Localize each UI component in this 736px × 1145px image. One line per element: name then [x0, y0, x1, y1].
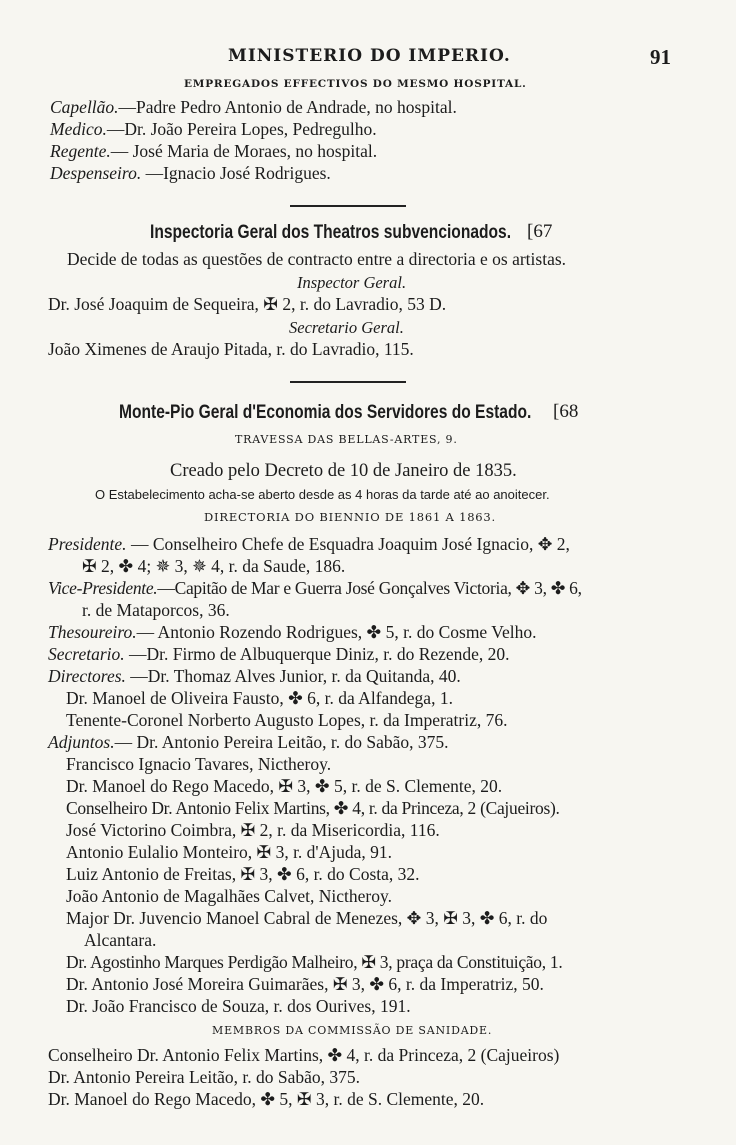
secretario-label: Secretario Geral.	[289, 318, 404, 337]
entry-text: r. de Mataporcos, 36.	[82, 600, 230, 620]
entry-text: Dr. Manoel de Oliveira Fausto, ✤ 6, r. da Alfandega, 1.	[66, 688, 453, 708]
role-label: Vice-Presidente.	[48, 578, 158, 598]
hospital-line	[50, 99, 457, 117]
hospital-line	[50, 121, 377, 139]
commissao-line: Conselheiro Dr. Antonio Felix Martins, ✤ 4, r. da Princeza, 2 (Cajueiros)	[48, 1045, 560, 1065]
directoria-line	[66, 756, 331, 774]
hospital-line	[50, 165, 331, 183]
theatros-title: Inspectoria Geral dos Theatros subvencionados.	[150, 222, 512, 243]
entry-text: Luiz Antonio de Freitas, ✠ 3, ✤ 6, r. do Costa, 32.	[66, 864, 420, 884]
montepio-hours: O Estabelecimento acha-se aberto desde as 4 horas da tarde até ao anoitecer.	[95, 487, 550, 502]
entry-text: Dr. Manoel do Rego Macedo, ✠ 3, ✤ 5, r. de S. Clemente, 20.	[66, 776, 503, 796]
entry-text: Francisco Ignacio Tavares, Nictheroy.	[66, 754, 332, 774]
directoria-line	[82, 558, 345, 576]
directoria-line	[66, 866, 420, 884]
entry-text: João Antonio de Magalhães Calvet, Nictheroy.	[66, 886, 392, 906]
montepio-address: TRAVESSA DAS BELLAS-ARTES, 9.	[235, 433, 458, 446]
secretario-entry: João Ximenes de Araujo Pitada, r. do Lavradio, 115.	[48, 339, 414, 359]
section-divider	[290, 205, 406, 207]
directoria-line	[48, 646, 510, 664]
directoria-line	[48, 580, 582, 598]
hospital-line	[50, 143, 377, 161]
running-head-title: MINISTERIO DO IMPERIO.	[228, 46, 511, 66]
section-divider	[290, 381, 406, 383]
role-label: Despenseiro.	[50, 163, 142, 183]
theatros-description: Decide de todas as questões de contracto entre a directoria e os artistas.	[67, 249, 567, 269]
montepio-ref: [68	[553, 401, 579, 422]
entry-text: — José Maria de Moraes, no hospital.	[110, 141, 378, 161]
entry-text: Tenente-Coronel Norberto Augusto Lopes, r. da Imperatriz, 76.	[66, 710, 508, 730]
commissao-heading: MEMBROS DA COMMISSÃO DE SANIDADE.	[212, 1024, 493, 1037]
entry-text: —Capitão de Mar e Guerra José Gonçalves Victoria, ✥ 3, ✤ 6,	[157, 578, 582, 598]
directoria-line	[66, 690, 453, 708]
entry-text: —Dr. Firmo de Albuquerque Diniz, r. do Rezende, 20.	[124, 644, 510, 664]
page-number: 91	[650, 45, 671, 69]
entry-text: Conselheiro Dr. Antonio Felix Martins, ✤ 4, r. da Princeza, 2 (Cajueiros).	[66, 798, 560, 818]
role-label: Presidente.	[48, 534, 127, 554]
entry-text: —Ignacio José Rodrigues.	[141, 163, 331, 183]
role-label: Thesoureiro.	[48, 622, 137, 642]
directoria-line	[82, 602, 230, 620]
entry-text: José Victorino Coimbra, ✠ 2, r. da Misericordia, 116.	[66, 820, 440, 840]
entry-text: — Antonio Rozendo Rodrigues, ✤ 5, r. do Cosme Velho.	[136, 622, 537, 642]
entry-text: Major Dr. Juvencio Manoel Cabral de Menezes, ✥ 3, ✠ 3, ✤ 6, r. do	[66, 908, 548, 928]
role-label: Directores.	[48, 666, 126, 686]
directoria-line	[48, 668, 461, 686]
directoria-line	[66, 800, 560, 818]
directoria-line	[48, 734, 449, 752]
entry-text: — Dr. Antonio Pereira Leitão, r. do Sabão, 375.	[114, 732, 449, 752]
entry-text: Dr. Agostinho Marques Perdigão Malheiro, ✠ 3, praça da Constituição, 1.	[66, 952, 563, 972]
role-label: Medico.	[50, 119, 107, 139]
montepio-created: Creado pelo Decreto de 10 de Janeiro de 1835.	[170, 461, 517, 481]
directoria-line	[66, 910, 547, 928]
entry-text: —Dr. Thomaz Alves Junior, r. da Quitanda, 40.	[125, 666, 461, 686]
entry-text: —Padre Pedro Antonio de Andrade, no hospital.	[118, 97, 457, 117]
theatros-ref: [67	[527, 221, 553, 242]
directoria-line	[66, 712, 508, 730]
directoria-line	[66, 778, 502, 796]
montepio-title-line	[119, 403, 622, 422]
directoria-line	[66, 998, 411, 1016]
directoria-line	[66, 844, 392, 862]
entry-text: Antonio Eulalio Monteiro, ✠ 3, r. d'Ajuda, 91.	[66, 842, 392, 862]
role-label: Regente.	[50, 141, 111, 161]
directoria-line	[84, 932, 156, 950]
commissao-line: Dr. Manoel do Rego Macedo, ✤ 5, ✠ 3, r. de S. Clemente, 20.	[48, 1089, 485, 1109]
directoria-heading: DIRECTORIA DO BIENNIO DE 1861 A 1863.	[204, 510, 496, 524]
entry-text: Dr. Antonio José Moreira Guimarães, ✠ 3, ✤ 6, r. da Imperatriz, 50.	[66, 974, 544, 994]
role-label: Capellão.	[50, 97, 119, 117]
theatros-title-line	[150, 223, 590, 242]
commissao-line: Dr. Antonio Pereira Leitão, r. do Sabão, 375.	[48, 1067, 361, 1087]
hospital-heading: EMPREGADOS EFFECTIVOS DO MESMO HOSPITAL.	[184, 78, 527, 90]
entry-text: Alcantara.	[84, 930, 157, 950]
directoria-line	[66, 954, 562, 972]
directoria-line	[66, 888, 392, 906]
montepio-title: Monte-Pio Geral d'Economia dos Servidores do Estado.	[119, 402, 532, 423]
directoria-line	[66, 976, 544, 994]
entry-text: Dr. João Francisco de Souza, r. dos Ourives, 191.	[66, 996, 411, 1016]
entry-text: —Dr. João Pereira Lopes, Pedregulho.	[106, 119, 377, 139]
directoria-line	[66, 822, 440, 840]
role-label: Secretario.	[48, 644, 125, 664]
entry-text: ✠ 2, ✤ 4; ✵ 3, ✵ 4, r. da Saude, 186.	[82, 556, 346, 576]
inspector-label: Inspector Geral.	[297, 273, 407, 292]
role-label: Adjuntos.	[48, 732, 115, 752]
entry-text: — Conselheiro Chefe de Esquadra Joaquim José Ignacio, ✥ 2,	[126, 534, 570, 554]
directoria-line	[48, 624, 536, 642]
inspector-entry: Dr. José Joaquim de Sequeira, ✠ 2, r. do Lavradio, 53 D.	[48, 294, 447, 314]
directoria-line	[48, 536, 570, 554]
